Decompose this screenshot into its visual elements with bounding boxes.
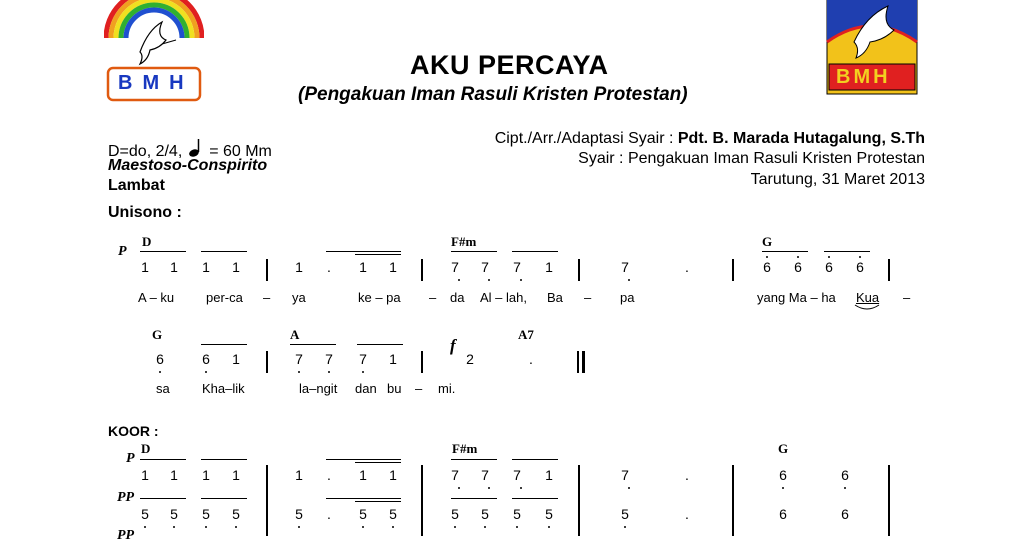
dynamic-f: f: [450, 336, 456, 355]
lyric: –: [415, 381, 423, 396]
chord: A: [290, 327, 300, 342]
note: 5: [621, 506, 629, 522]
lyric: per-ca: [206, 290, 243, 305]
note: .: [685, 467, 689, 483]
lyric: la–ngit: [299, 381, 338, 396]
note: 5: [545, 506, 553, 522]
lyric: –: [903, 290, 911, 305]
note: 5: [202, 506, 210, 522]
note: .: [685, 506, 689, 522]
note: 1: [389, 259, 397, 275]
chord: D: [142, 234, 152, 249]
dynamic-p: P: [118, 244, 127, 259]
lyric: Al – lah,: [480, 290, 527, 305]
note: 1: [170, 259, 178, 275]
note: 7: [359, 351, 367, 367]
tempo-style: Maestoso-Conspirito: [108, 157, 268, 174]
note: 1: [545, 467, 553, 483]
note: .: [327, 506, 331, 522]
chord: G: [762, 234, 773, 249]
lyric: mi.: [438, 381, 456, 396]
dynamic-pp: PP: [117, 490, 135, 505]
lyric: pa: [620, 290, 635, 305]
chord: F#m: [451, 234, 477, 249]
section-unisono: Unisono :: [108, 204, 182, 221]
note: 5: [513, 506, 521, 522]
lyric: da: [450, 290, 465, 305]
composer-prefix: Cipt./Arr./Adaptasi Syair :: [494, 130, 674, 147]
note: 6: [841, 467, 849, 483]
note: 6: [841, 506, 849, 522]
logo-left-text: BMH: [118, 72, 194, 94]
lyric: –: [429, 290, 437, 305]
logo-right: [826, 0, 918, 95]
dynamic-p: P: [126, 451, 135, 466]
note: .: [327, 467, 331, 483]
chord: D: [141, 441, 151, 456]
lyric: ke – pa: [358, 290, 401, 305]
chord: G: [152, 327, 163, 342]
note: .: [529, 351, 533, 367]
note: 6: [202, 351, 210, 367]
note: 1: [202, 259, 210, 275]
note: 6: [856, 259, 864, 275]
lyric: dan: [355, 381, 377, 396]
note: 7: [325, 351, 333, 367]
note: 6: [156, 351, 164, 367]
composer-credit: [495, 130, 925, 148]
note: 7: [295, 351, 303, 367]
slur-icon: [854, 304, 880, 312]
bpm-text: = 60 Mm: [209, 143, 272, 160]
lyrics-source: Syair : Pengakuan Iman Rasuli Kristen Protestan: [578, 150, 925, 167]
lyric: A – ku: [138, 290, 175, 305]
note: 5: [141, 506, 149, 522]
dynamic-pp-cut: PP: [117, 528, 135, 543]
note: 7: [481, 259, 489, 275]
note: 7: [513, 467, 521, 483]
lyric: sa: [156, 381, 170, 396]
song-title: AKU PERCAYA: [410, 50, 609, 80]
note: 1: [545, 259, 553, 275]
lyric: –: [263, 290, 271, 305]
note: 6: [779, 506, 787, 522]
note: 1: [232, 467, 240, 483]
note: .: [685, 259, 689, 275]
note: 1: [389, 467, 397, 483]
chord: A7: [518, 327, 534, 342]
note: 1: [202, 467, 210, 483]
chord: F#m: [452, 441, 478, 456]
lyric: yang Ma – ha: [757, 290, 836, 305]
note: 5: [389, 506, 397, 522]
section-koor: KOOR :: [108, 423, 159, 439]
note: 1: [232, 259, 240, 275]
note: 7: [481, 467, 489, 483]
lyric: Ba: [547, 290, 563, 305]
note: 7: [513, 259, 521, 275]
note: 1: [295, 467, 303, 483]
note: 5: [481, 506, 489, 522]
note: 1: [389, 351, 397, 367]
lyric: Kha–lik: [202, 381, 245, 396]
note: 6: [763, 259, 771, 275]
note: 1: [359, 467, 367, 483]
note: 1: [295, 259, 303, 275]
note: 6: [794, 259, 802, 275]
note: 5: [451, 506, 459, 522]
logo-left: [104, 0, 204, 104]
chord: G: [778, 441, 789, 456]
note: 7: [451, 259, 459, 275]
note: 2: [466, 351, 474, 367]
note: 1: [170, 467, 178, 483]
logo-right-text: BMH: [836, 66, 891, 88]
lyric: Kua: [856, 290, 880, 305]
note: 5: [170, 506, 178, 522]
note: 1: [141, 259, 149, 275]
note: 6: [825, 259, 833, 275]
key-meter-text: D=do, 2/4,: [108, 143, 183, 160]
song-subtitle: (Pengakuan Iman Rasuli Kristen Protestan): [298, 84, 688, 105]
tempo-speed: Lambat: [108, 177, 165, 194]
lyric: bu: [387, 381, 402, 396]
note: 5: [232, 506, 240, 522]
note: 7: [451, 467, 459, 483]
note: 1: [359, 259, 367, 275]
half-note-icon: [187, 138, 205, 158]
note: 7: [621, 467, 629, 483]
place-date: Tarutung, 31 Maret 2013: [750, 171, 925, 188]
lyric: –: [584, 290, 592, 305]
note: 1: [141, 467, 149, 483]
note: .: [327, 259, 331, 275]
note: 6: [779, 467, 787, 483]
note: 5: [295, 506, 303, 522]
note: 1: [232, 351, 240, 367]
composer-name: Pdt. B. Marada Hutagalung, S.Th: [677, 130, 925, 147]
note: 5: [359, 506, 367, 522]
lyric: ya: [292, 290, 306, 305]
note: 7: [621, 259, 629, 275]
